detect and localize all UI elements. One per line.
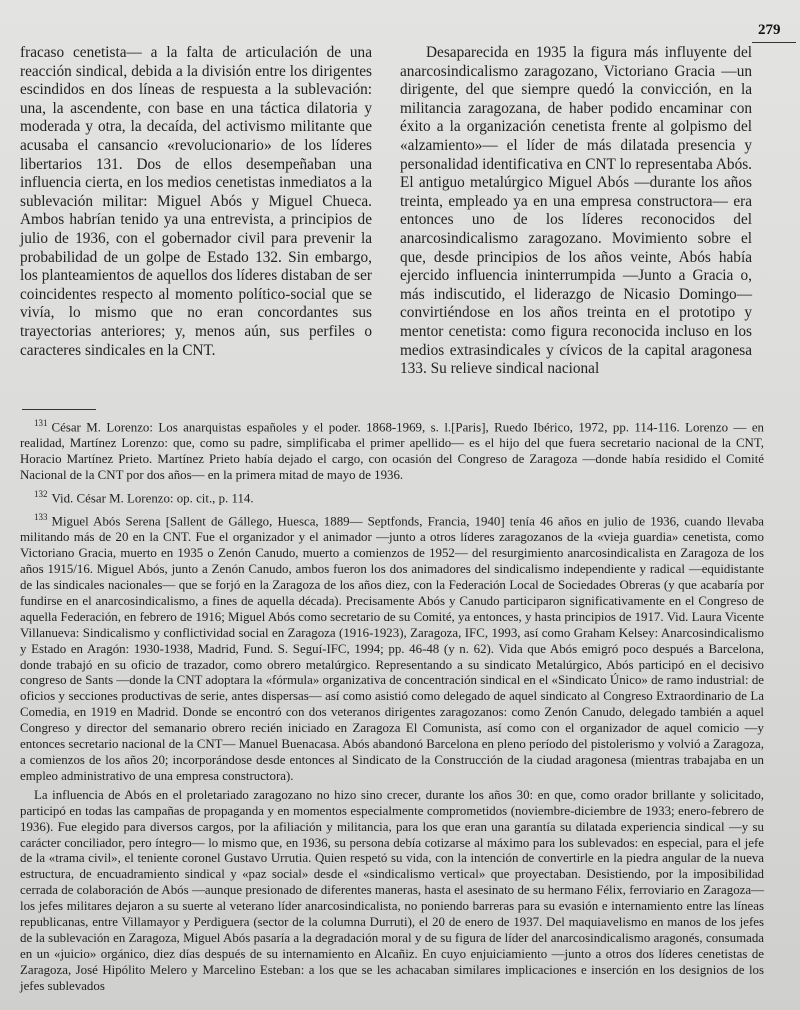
footnote-text: César M. Lorenzo: Los anarquistas españoles y el poder. 1868-1969, s. l.[Paris], Ruedo Ibérico, 1972, pp. 114-116. Lorenzo — en realidad, Martínez Lorenzo: que, como su padre, simplificaba el primer apellido— es el hijo del que fuera secretario nacional de la CNT, Horacio Martínez Prieto. Martínez Prieto había dejado el cargo, con ocasión del Congreso de Zaragoza —donde había residido el Comité Nacional de la CNT por dos años— en la primera mitad de mayo de 1936. [20, 420, 764, 483]
footnote-text: Miguel Abós Serena [Sallent de Gállego, Huesca, 1889— Septfonds, Francia, 1940] tenía 46 años en julio de 1936, cuando llevaba militando más de 20 en la CNT. Fue el organizador y el animador —junto a otros líderes zaragozanos de la «vieja guardia» cenetista, como Victoriano Gracia, muerto en 1935 o Zenón Canudo, muerto a comienzos de 1952— del resurgimiento anarcosindicalista en Zaragoza de los años 1915/16. Miguel Abós, junto a Zenón Canudo, ambos fueron los dos animadores del sindicalismo independiente y radical —equidistante de las sindicales nacionales— que se forjó en la Zaragoza de los años diez, con la Federación Local de Sociedades Obreras (y que acabaría por fundirse en el anarcosindicalismo, a fines de aquella década). Precisamente Abós y Canudo participaron significativamente en el Congreso de aquella Federación, en febrero de 1916; Miguel Abós como secretario de su Comité, ya entonces, y hasta principios de 1917. Vid. Laura Vicente Villanueva: Sindicalismo y conflictividad social en Zaragoza (1916-1923), Zaragoza, IFC, 1993, así como Graham Kelsey: Anarcosindicalismo y Estado en Aragón: 1930-1938, Madrid, Fund. S. Seguí-IFC, 1994; pp. 46-48 (y n. 62). Vida que Abós emigró poco después a Barcelona, donde trabajó en su oficio de trazador, como obrero metalúrgico. Representando a su sindicato Metalúrgico, Abós participó en el decisivo congreso de Sants —donde la CNT adoptara la «fórmula» organizativa de concentración sindical en el «Sindicato Único» de ramo industrial: de oficios y secciones productivas de serie, antes dispersas— así como asistió como delegado de aquel sindicato al Congreso Extraordinario de La Comedia, en 1919 en Madrid. Donde se encontró con dos veteranos dirigentes zaragozanos: como Zenón Canudo, delegado también a aquel Congreso y director del semanario obrero recién iniciado en Zaragoza El Comunista, así como con el organizador de aquel comicio —y entonces secretario nacional de la CNT— Manuel Buenacasa. Abós abandonó Barcelona en pleno período del pistolerismo y volvió a Zaragoza, a comienzos de los años 20; incorporándose desde entonces al Sindicato de la Construcción de la ciudad aragonesa (mientras trabajaba en un empleo administrativo de una empresa constructora). [20, 514, 764, 783]
footnotes [20, 416, 764, 998]
page-number-rule [752, 42, 796, 43]
right-column [400, 44, 752, 379]
footnote-number: 133 [34, 512, 48, 523]
footnote-131 [20, 416, 764, 484]
footnote-number: 131 [34, 418, 48, 428]
footnote-number: 132 [34, 488, 48, 499]
page-number: 279 [758, 22, 781, 38]
left-column [20, 44, 372, 360]
footnote-133 [20, 510, 764, 785]
footnote-text: Vid. César M. Lorenzo: op. cit., p. 114. [51, 491, 254, 506]
footnote-separator [22, 409, 96, 410]
right-column-paragraph: Desaparecida en 1935 la figura más influyente del anarcosindicalismo zaragozano, Victoriano Gracia —un dirigente, del que siempre quedó la convicción, en la militancia zaragozana, de haber podido encaminar con éxito a la organización cenetista frente al golpismo del «alzamiento»— el líder de más dilatada presencia y personalidad identificativa en CNT lo representaba Abós. El antiguo metalúrgico Miguel Abós —durante los años treinta, empleado ya en una empresa constructora— era entonces uno de los líderes reconocidos del anarcosindicalismo zaragozano. Movimiento sobre el que, desde principios de los años veinte, Abós había ejercido influencia ininterrumpida —Junto a Gracia o, más indiscutido, el liderazgo de Nicasio Domingo— convirtiéndose en los años treinta en el prototipo y mentor cenetista: como figura reconocida incluso en los medios extrasindicales y cívicos de la capital aragonesa 133. Su relieve sindical nacional [400, 44, 752, 378]
footnote-133-continuation [20, 788, 764, 995]
footnote-132 [20, 487, 764, 507]
footnote-text: La influencia de Abós en el proletariado zaragozano no hizo sino crecer, durante los años 30: en que, como orador brillante y solicitado, participó en todas las campañas de propaganda y en momentos especialmente comprometidos (noviembre-diciembre de 1933; enero-febrero de 1936). Fue elegido para diversos cargos, por la afiliación y militancia, para los que eran una garantía su dilatada experiencia sindical —y su carácter conciliador, pero íntegro— lo mismo que, en 1936, su persona debía cotizarse al máximo para los sublevados: en especial, para el jefe de la «trama civil», el teniente coronel Gustavo Urrutia. Quien respetó su vida, con la intención de convertirle en la piedra angular de la nueva estructura, de encuadramiento sindical y «paz social» desde el «sindicalismo vertical» que proyectaban. Desistiendo, por la imposibilidad cerrada de colaboración de Abós —aunque presionado de diferentes maneras, hasta el asesinato de su hermano Félix, ferroviario en Zaragoza— los jefes militares dejaron a su suerte al veterano líder anarcosindicalista, no poniendo barreras para su evasión e internamiento entre las líneas republicanas, entre Villamayor y Perdiguera (sector de la columna Durruti), el 20 de enero de 1937. Del maquiavelismo en manos de los jefes de la sublevación en Zaragoza, Miguel Abós pasaría a la degradación moral y de su figura de líder del anarcosindicalismo aragonés, consumada en un «juicio» orgánico, diez días después de su internamiento en Alcañiz. En cuyo enjuiciamiento —junto a otros dos líderes cenetistas de Zaragoza, José Hipólito Melero y Marcelino Esteban: a los que se les achacaban similares implicaciones e inserción en los designios de los jefes sublevados [20, 787, 764, 993]
left-column-paragraph: fracaso cenetista— a la falta de articulación de una reacción sindical, debida a la división entre los dirigentes escindidos en dos líneas de respuesta a la sublevación: una, la ascendente, con base en una táctica dilatoria y moderada y otra, la decaída, del activismo militante que acusaba el cansancio «revolucionario» de los líderes libertarios 131. Dos de ellos desempeñaban una influencia cierta, en los medios cenetistas inmediatos a la sublevación militar: Miguel Abós y Miguel Chueca. Ambos habrían tenido ya una entrevista, a principios de julio de 1936, con el gobernador civil para prevenir la probabilidad de un golpe de Estado 132. Sin embargo, los planteamientos de aquellos dos líderes distaban de ser coincidentes respecto al momento político-social que se vivía, lo mismo que no eran concordantes sus trayectorias anteriores; y, menos aún, sus perfiles o caracteres sindicales en la CNT. [20, 44, 372, 359]
